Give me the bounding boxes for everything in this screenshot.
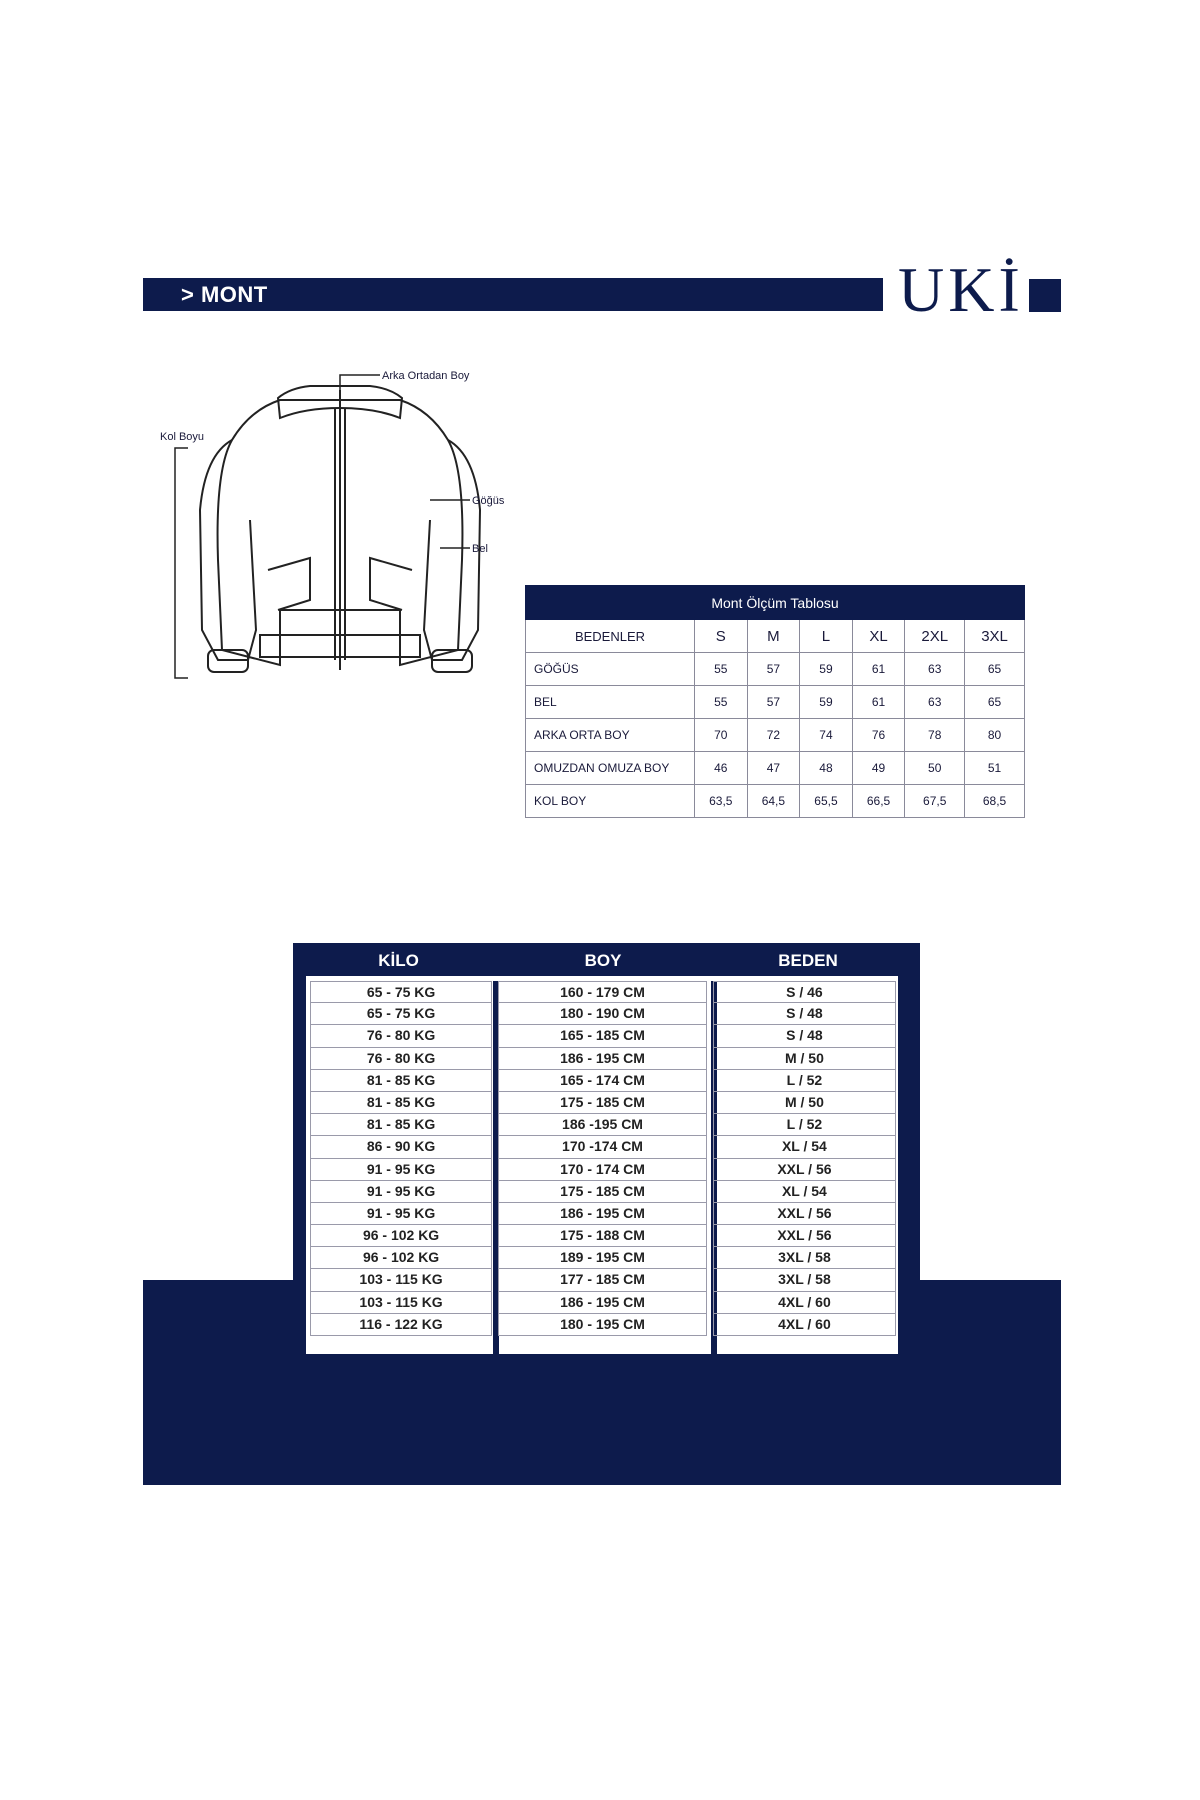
size-table-header: XL bbox=[852, 620, 905, 653]
kilo-cell: 65 - 75 KG bbox=[310, 981, 492, 1003]
size-table-header: 2XL bbox=[905, 620, 965, 653]
kilo-cell: 103 - 115 KG bbox=[310, 1269, 492, 1291]
beden-cell: M / 50 bbox=[713, 1092, 896, 1114]
kilo-cell: 116 - 122 KG bbox=[310, 1314, 492, 1336]
table-cell: 74 bbox=[800, 719, 853, 752]
boy-cell: 170 - 174 CM bbox=[498, 1159, 707, 1181]
boy-cell: 180 - 190 CM bbox=[498, 1003, 707, 1025]
boy-cell: 165 - 174 CM bbox=[498, 1070, 707, 1092]
kilo-table-rows bbox=[310, 981, 896, 1336]
table-cell: 59 bbox=[800, 653, 853, 686]
logo-square bbox=[1029, 279, 1061, 312]
beden-cell: L / 52 bbox=[713, 1070, 896, 1092]
beden-cell: S / 46 bbox=[713, 981, 896, 1003]
kilo-cell: 86 - 90 KG bbox=[310, 1136, 492, 1158]
beden-cell: XXL / 56 bbox=[713, 1203, 896, 1225]
right-pocket bbox=[370, 558, 412, 610]
boy-cell: 175 - 185 CM bbox=[498, 1181, 707, 1203]
kilo-cell: 76 - 80 KG bbox=[310, 1025, 492, 1047]
size-table-header-row bbox=[526, 620, 1025, 653]
beden-cell: 3XL / 58 bbox=[713, 1247, 896, 1269]
table-cell: 61 bbox=[852, 686, 905, 719]
beden-cell: XXL / 56 bbox=[713, 1159, 896, 1181]
table-cell: 59 bbox=[800, 686, 853, 719]
kilo-table-header bbox=[306, 943, 898, 976]
boy-cell: 175 - 185 CM bbox=[498, 1092, 707, 1114]
table-cell: 61 bbox=[852, 653, 905, 686]
size-table-header: L bbox=[800, 620, 853, 653]
label-gogus: Göğüs bbox=[472, 495, 505, 507]
table-row bbox=[310, 1181, 896, 1203]
table-cell: 68,5 bbox=[965, 785, 1025, 818]
left-sleeve bbox=[200, 440, 256, 660]
row-name: KOL BOY bbox=[526, 785, 695, 818]
arka-ortadan-boy-line bbox=[340, 375, 380, 390]
kilo-cell: 81 - 85 KG bbox=[310, 1070, 492, 1092]
table-cell: 49 bbox=[852, 752, 905, 785]
table-cell: 63 bbox=[905, 653, 965, 686]
jacket-diagram bbox=[160, 360, 520, 720]
table-cell: 80 bbox=[965, 719, 1025, 752]
kilo-cell: 96 - 102 KG bbox=[310, 1225, 492, 1247]
table-row bbox=[526, 752, 1025, 785]
table-row bbox=[310, 1114, 896, 1136]
boy-cell: 186 -195 CM bbox=[498, 1114, 707, 1136]
table-row bbox=[310, 1136, 896, 1158]
kilo-cell: 81 - 85 KG bbox=[310, 1114, 492, 1136]
table-cell: 65,5 bbox=[800, 785, 853, 818]
kilo-cell: 65 - 75 KG bbox=[310, 1003, 492, 1025]
beden-cell: 4XL / 60 bbox=[713, 1314, 896, 1336]
table-cell: 66,5 bbox=[852, 785, 905, 818]
kilo-cell: 91 - 95 KG bbox=[310, 1159, 492, 1181]
kilo-table-frame bbox=[293, 943, 920, 1354]
table-cell: 48 bbox=[800, 752, 853, 785]
table-row bbox=[310, 1292, 896, 1314]
brand-logo: UKİ bbox=[898, 254, 1024, 325]
table-cell: 70 bbox=[695, 719, 748, 752]
table-cell: 57 bbox=[747, 686, 800, 719]
table-row bbox=[310, 1025, 896, 1047]
table-row bbox=[310, 1247, 896, 1269]
table-row bbox=[310, 1203, 896, 1225]
table-cell: 63 bbox=[905, 686, 965, 719]
table-cell: 46 bbox=[695, 752, 748, 785]
table-row bbox=[310, 1070, 896, 1092]
table-row bbox=[310, 1225, 896, 1247]
table-cell: 57 bbox=[747, 653, 800, 686]
size-measurement-table bbox=[525, 585, 1025, 818]
table-row bbox=[310, 1269, 896, 1291]
beden-cell: XL / 54 bbox=[713, 1136, 896, 1158]
row-name: ARKA ORTA BOY bbox=[526, 719, 695, 752]
boy-cell: 160 - 179 CM bbox=[498, 981, 707, 1003]
beden-cell: 4XL / 60 bbox=[713, 1292, 896, 1314]
table-row bbox=[310, 1159, 896, 1181]
header-beden: BEDEN bbox=[778, 951, 838, 970]
table-cell: 55 bbox=[695, 686, 748, 719]
table-cell: 55 bbox=[695, 653, 748, 686]
size-table-header: S bbox=[695, 620, 748, 653]
label-bel: Bel bbox=[472, 543, 488, 555]
kol-boyu-line bbox=[175, 448, 188, 678]
table-cell: 51 bbox=[965, 752, 1025, 785]
table-cell: 63,5 bbox=[695, 785, 748, 818]
beden-cell: S / 48 bbox=[713, 1025, 896, 1047]
size-table-header: BEDENLER bbox=[526, 620, 695, 653]
boy-cell: 175 - 188 CM bbox=[498, 1225, 707, 1247]
header-boy: BOY bbox=[584, 951, 622, 970]
boy-cell: 186 - 195 CM bbox=[498, 1048, 707, 1070]
boy-cell: 186 - 195 CM bbox=[498, 1292, 707, 1314]
row-name: OMUZDAN OMUZA BOY bbox=[526, 752, 695, 785]
beden-cell: S / 48 bbox=[713, 1003, 896, 1025]
kilo-cell: 91 - 95 KG bbox=[310, 1203, 492, 1225]
boy-cell: 165 - 185 CM bbox=[498, 1025, 707, 1047]
table-cell: 76 bbox=[852, 719, 905, 752]
kilo-cell: 81 - 85 KG bbox=[310, 1092, 492, 1114]
beden-cell: XL / 54 bbox=[713, 1181, 896, 1203]
table-cell: 78 bbox=[905, 719, 965, 752]
boy-cell: 180 - 195 CM bbox=[498, 1314, 707, 1336]
table-row bbox=[310, 1314, 896, 1336]
table-cell: 50 bbox=[905, 752, 965, 785]
size-table-title: Mont Ölçüm Tablosu bbox=[526, 586, 1025, 620]
label-arka-ortadan-boy: Arka Ortadan Boy bbox=[382, 370, 470, 382]
boy-cell: 170 -174 CM bbox=[498, 1136, 707, 1158]
table-cell: 64,5 bbox=[747, 785, 800, 818]
table-row bbox=[310, 1003, 896, 1025]
row-name: GÖĞÜS bbox=[526, 653, 695, 686]
table-cell: 47 bbox=[747, 752, 800, 785]
size-table-header: 3XL bbox=[965, 620, 1025, 653]
table-row bbox=[526, 719, 1025, 752]
kilo-cell: 91 - 95 KG bbox=[310, 1181, 492, 1203]
header-bar bbox=[143, 278, 883, 311]
table-cell: 67,5 bbox=[905, 785, 965, 818]
table-row bbox=[310, 1092, 896, 1114]
boy-cell: 177 - 185 CM bbox=[498, 1269, 707, 1291]
table-cell: 65 bbox=[965, 686, 1025, 719]
table-row bbox=[310, 981, 896, 1003]
beden-cell: 3XL / 58 bbox=[713, 1269, 896, 1291]
table-row bbox=[526, 653, 1025, 686]
kilo-cell: 103 - 115 KG bbox=[310, 1292, 492, 1314]
table-cell: 65 bbox=[965, 653, 1025, 686]
header-kilo: KİLO bbox=[378, 951, 419, 970]
table-row bbox=[526, 785, 1025, 818]
kilo-cell: 76 - 80 KG bbox=[310, 1048, 492, 1070]
table-cell: 72 bbox=[747, 719, 800, 752]
label-kol-boyu: Kol Boyu bbox=[160, 431, 205, 443]
page-title: > MONT bbox=[181, 282, 268, 307]
boy-cell: 189 - 195 CM bbox=[498, 1247, 707, 1269]
size-table-header: M bbox=[747, 620, 800, 653]
left-pocket bbox=[268, 558, 310, 610]
table-row bbox=[526, 686, 1025, 719]
beden-cell: XXL / 56 bbox=[713, 1225, 896, 1247]
beden-cell: M / 50 bbox=[713, 1048, 896, 1070]
table-row bbox=[310, 1048, 896, 1070]
boy-cell: 186 - 195 CM bbox=[498, 1203, 707, 1225]
beden-cell: L / 52 bbox=[713, 1114, 896, 1136]
row-name: BEL bbox=[526, 686, 695, 719]
kilo-cell: 96 - 102 KG bbox=[310, 1247, 492, 1269]
